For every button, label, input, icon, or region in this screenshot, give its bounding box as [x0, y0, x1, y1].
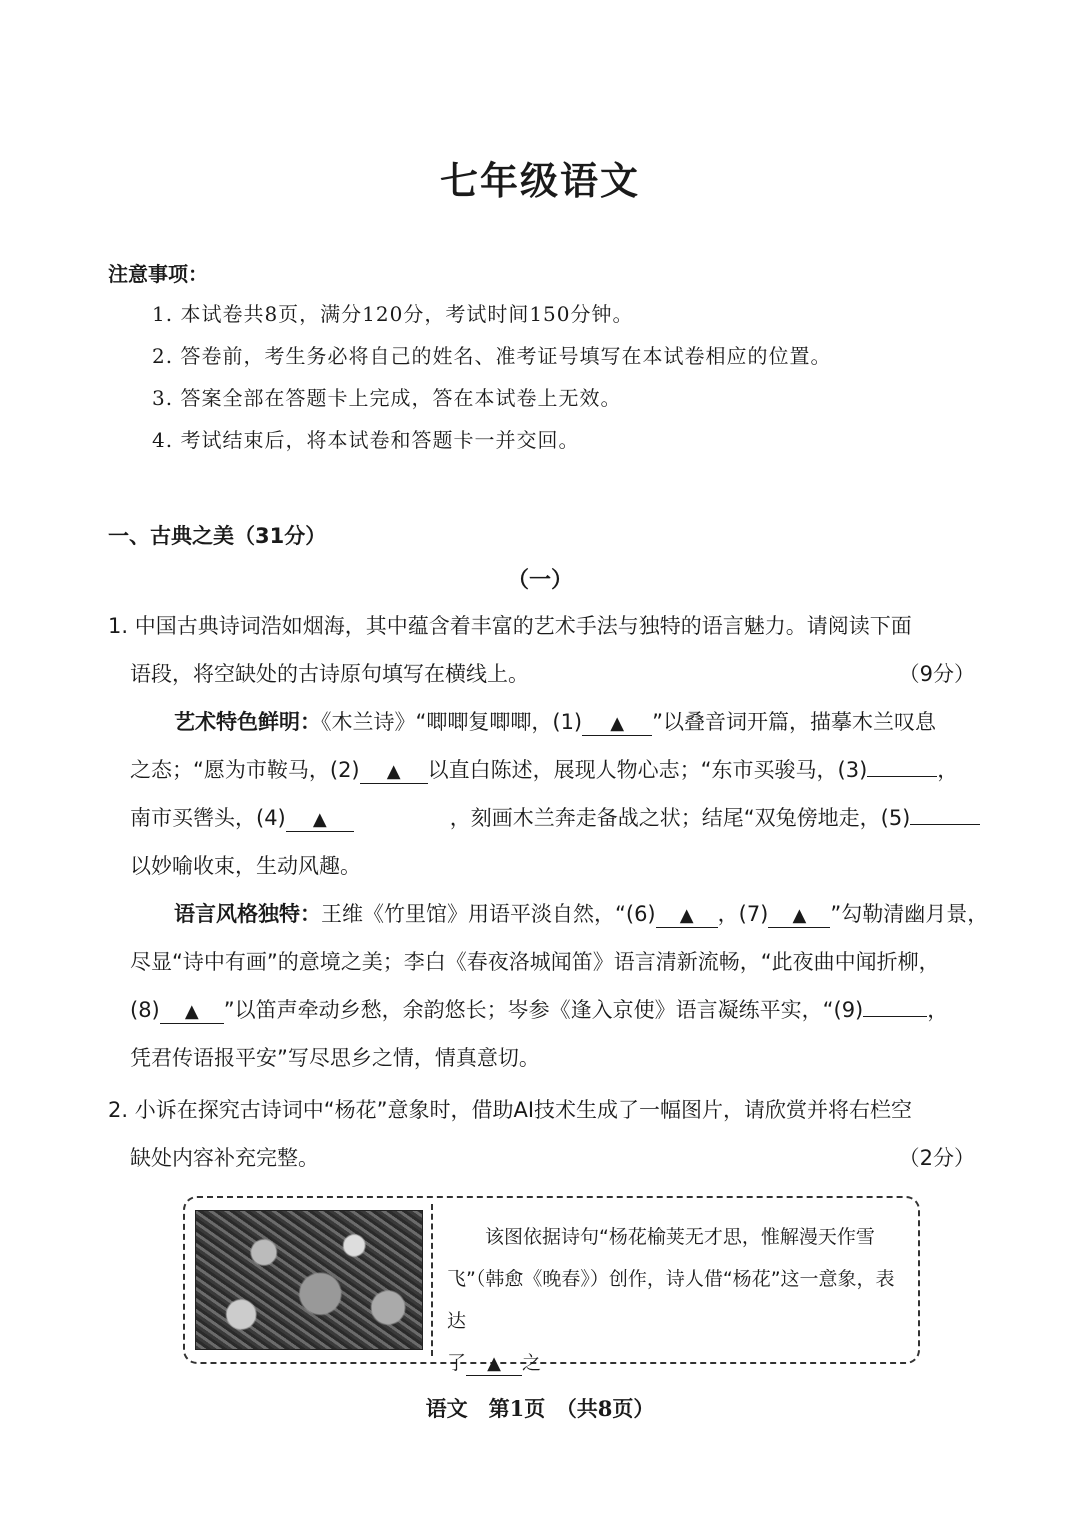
- answer-blank-6[interactable]: ▲: [656, 905, 718, 928]
- answer-blank-3[interactable]: [867, 776, 937, 777]
- para-text: 《木兰诗》“唧唧复唧唧，(1): [321, 710, 583, 734]
- q1-para5: [174, 898, 988, 928]
- answer-blank-9[interactable]: [863, 1016, 927, 1017]
- box-line: [447, 1342, 907, 1384]
- para-label: 语言风格独特：: [174, 902, 321, 926]
- q2-line1: 2. 小诉在探究古诗词中“杨花”意象时，借助AI技术生成了一幅图片，请欣赏并将右栏空: [108, 1098, 913, 1122]
- para-text: ，刻画木兰奔走备战之状；结尾“双兔傍地走，(5): [449, 806, 911, 830]
- box-text-part: 之: [522, 1352, 542, 1374]
- box-text: [447, 1216, 907, 1384]
- answer-blank-4[interactable]: ▲: [286, 809, 354, 832]
- para-text: (8): [130, 998, 160, 1022]
- para-text: ，: [927, 998, 949, 1022]
- q2-answer-box: [183, 1196, 920, 1374]
- q1-score: （9分）: [898, 662, 975, 686]
- q1-para2: [130, 754, 958, 784]
- answer-blank-8[interactable]: ▲: [160, 1001, 224, 1024]
- para-text: 南市买辔头，(4): [130, 806, 286, 830]
- note-item: 2. 答卷前，考生务必将自己的姓名、准考证号填写在本试卷相应的位置。: [152, 344, 832, 368]
- box-divider: [431, 1204, 433, 1356]
- para-text: 之态；“愿为市鞍马，(2): [130, 758, 360, 782]
- para-text: 王维《竹里馆》用语平淡自然，“(6): [321, 902, 656, 926]
- q1-para6: 尽显“诗中有画”的意境之美；李白《春夜洛城闻笛》语言清新流畅，“此夜曲中闻折柳，: [130, 950, 940, 974]
- q1-para1: [174, 706, 936, 736]
- para-label: 艺术特色鲜明：: [174, 710, 321, 734]
- q2-line2: 缺处内容补充完整。: [130, 1146, 319, 1170]
- para-text: ，: [937, 758, 959, 782]
- page-footer: 语文 第1页 （共8页）: [425, 1396, 655, 1421]
- answer-blank-q2[interactable]: ▲: [466, 1353, 522, 1376]
- para-text: ，(7): [717, 902, 769, 926]
- box-text-part: 了: [447, 1352, 467, 1374]
- para-text: ”以叠音词开篇，描摹木兰叹息: [652, 710, 937, 734]
- section-heading: 一、古典之美（31分）: [108, 524, 327, 548]
- q1-line1: 1. 中国古典诗词浩如烟海，其中蕴含着丰富的艺术手法与独特的语言魅力。请阅读下面: [108, 614, 912, 638]
- answer-blank-1[interactable]: ▲: [582, 713, 652, 736]
- page-title: 七年级语文: [439, 159, 640, 203]
- para-text: ”以笛声牵动乡愁，余韵悠长；岑参《逢入京使》语言凝练平实，“(9): [223, 998, 864, 1022]
- q1-para3: [130, 802, 980, 832]
- note-item: 4. 考试结束后，将本试卷和答题卡一并交回。: [152, 428, 580, 452]
- para-text: ”勾勒清幽月景，: [830, 902, 989, 926]
- subheading: （一）: [506, 568, 573, 593]
- notes-heading: 注意事项：: [108, 262, 208, 286]
- q1-para4: 以妙喻收束，生动风趣。: [130, 854, 361, 878]
- q1-para7: [130, 994, 948, 1024]
- willow-catkin-image: [195, 1210, 423, 1350]
- answer-blank-5[interactable]: [910, 824, 980, 825]
- note-item: 3. 答案全部在答题卡上完成，答在本试卷上无效。: [152, 386, 622, 410]
- box-line: 飞”（韩愈《晚春》）创作，诗人借“杨花”这一意象，表达: [447, 1268, 895, 1332]
- q1-para8: 凭君传语报平安”写尽思乡之情，情真意切。: [130, 1046, 540, 1070]
- answer-blank-2[interactable]: ▲: [360, 761, 428, 784]
- answer-blank-7[interactable]: ▲: [768, 905, 830, 928]
- q1-line2: 语段，将空缺处的古诗原句填写在横线上。: [130, 662, 529, 686]
- box-line: 该图依据诗句“杨花榆荚无才思，惟解漫天作雪: [485, 1226, 875, 1248]
- note-item: 1. 本试卷共8页，满分120分，考试时间150分钟。: [152, 302, 634, 326]
- para-text: 以直白陈述，展现人物心志；“东市买骏马，(3): [427, 758, 868, 782]
- q2-score: （2分）: [898, 1146, 975, 1170]
